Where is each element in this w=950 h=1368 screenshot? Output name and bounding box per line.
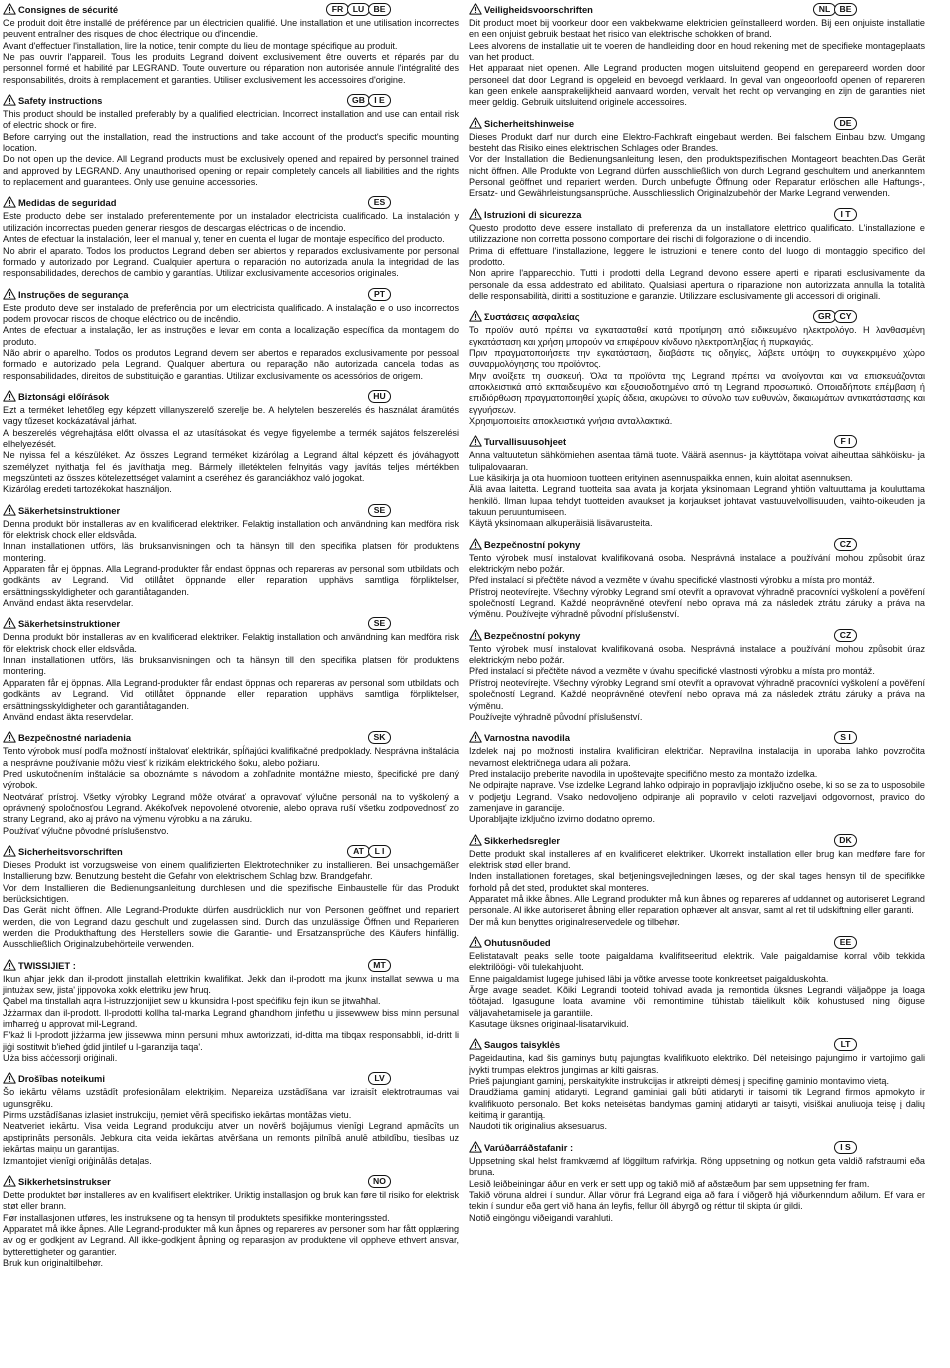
instruction-paragraph: Tento výrobek musí instalovat kvalifikovaná osoba. Nesprávná instalace a používání mohou způsobit úraz elektrickým nebo požár. — [469, 552, 925, 575]
country-code-badge: BE — [834, 3, 857, 16]
instruction-paragraph: Izmantojiet vienīgi oriģinālās detaļas. — [3, 1155, 152, 1166]
warning-triangle-icon — [3, 1072, 16, 1084]
safety-section-mt — [3, 960, 459, 1065]
country-code-badge: CZ — [834, 538, 857, 551]
warning-triangle-icon — [469, 3, 482, 15]
section-header — [469, 118, 925, 131]
instruction-paragraph: Apparaten får ej öppnas. Alla Legrand-produkter får endast öppnas och repareras av personal som utbildats och godkänts av Legrand. Vid otillåtet öppnande eller reparation upphävs samtliga förpliktelser, ersättningsskyldigheter och garantiåtaganden. — [3, 677, 459, 711]
country-code-badge: I S — [834, 1141, 857, 1154]
warning-triangle-icon — [3, 731, 16, 743]
section-header — [469, 436, 925, 449]
instruction-paragraph: Este produto deve ser instalado de preferência por um electricista qualificado. A instalação e o uso incorrectos podem provocar riscos de choque eléctrico ou de incêndio. — [3, 302, 459, 324]
instruction-paragraph: Neatveriet iekārtu. Visa veida Legrand produkciju atver un novērš bojājumus vienīgi Legrand apmācīts un apstiprināts personāls. Jebkura cita veida iekārtas atvēršana un remonts pilnībā anulē atbildību, tiesības uz iekārtas maiņu un garantijas. — [3, 1121, 459, 1155]
section-title: Bezpečnostné nariadenia — [18, 732, 132, 744]
section-title: Saugos taisyklės — [484, 1039, 561, 1051]
country-codes — [836, 936, 857, 949]
country-code-badge: FR — [326, 3, 349, 16]
instruction-paragraph: Izdelek naj po možnosti instalira kvalificiran električar. Nepravilna instalacija in uporaba lahko povzročita nevarnost električnega udara ali požara. — [469, 746, 925, 768]
instruction-paragraph: Ärge avage seadet. Kõiki Legrandi tooteid tohivad avada ja remontida üksnes Legrandi väljaõppe ja loaga töötajad. Igasugune loata avamine või remontimine tühistab täielikult kõik kohustused ning õiguse väljavahetamisele ja garantiile. — [469, 985, 925, 1018]
instruction-paragraph: Lue käsikirja ja ota huomioon tuotteen erityinen asennuspaikka ennen, kuin aloitat asennuksen. — [469, 473, 853, 483]
country-codes — [349, 845, 391, 858]
instruction-paragraph: Takið vöruna aldrei í sundur. Allar vörur frá Legrand eiga að fara í viðgerð hjá viðurkenndum aðilum. Ef vara er tekin í sundur eða gert við hana án leyfis, fellur öll ábyrgð og réttur til skipta úr gildi. — [469, 1189, 925, 1212]
instruction-paragraph: Před instalací si přečtěte návod a vezměte v úvahu specifické vlastnosti výrobku a místa pro montáž. — [469, 666, 875, 677]
warning-triangle-icon — [469, 1038, 482, 1050]
instruction-paragraph: Inden installationen foretages, skal betjeningsvejledningen læses, og der skal tages hensyn til de specifikke forhold på det sted, produktet skal monteres. — [469, 871, 925, 893]
section-title: Sicherheitshinweise — [484, 117, 575, 129]
section-title: Drošības noteikumi — [18, 1073, 105, 1085]
instruction-paragraph: Ikun aħjar jekk dan il-prodott jinstallah elettrikin kwalifikat. Jekk dan il-prodott ma jkunx installat sewwa u ma jintużax sew, jista' jippovoka xokk elettriku jew ħruq. — [3, 973, 459, 996]
section-header — [469, 209, 925, 222]
instruction-paragraph: Tento výrobek musí instalovat kvalifikovaná osoba. Nesprávná instalace a používání mohou způsobit úraz elektrickým nebo požár. — [469, 643, 925, 666]
section-title: Sikkerhedsregler — [484, 834, 561, 846]
instruction-paragraph: Använd endast äkta reservdelar. — [3, 598, 134, 609]
instruction-paragraph: Πριν πραγματοποιήσετε την εγκατάσταση, διαβάστε τις οδηγίες, λάβετε υπόψη το συγκεκριμένο χώρο συναρμολόγησης του προϊόντος. — [469, 347, 925, 370]
instruction-paragraph: Prieš pajungiant gaminį, perskaitykite instrukcijas ir atkreipti dėmesį į specifinę gaminio montavimo vietą. — [469, 1076, 890, 1087]
instruction-paragraph: Uża biss aċċessorji oriġinali. — [3, 1053, 118, 1064]
instruction-paragraph: Dette produktet bør installeres av en kvalifisert elektriker. Uriktig installasjon og bruk kan føre til risiko for elektrisk støt eller brann. — [3, 1189, 459, 1212]
country-codes — [370, 1175, 391, 1188]
instruction-paragraph: Ezt a terméket lehetőleg egy képzett villanyszerelő szerelje be. A helytelen beszerelés és használat áramütés vagy tűzeset kockázatával járhat. — [3, 404, 459, 427]
safety-section-de — [469, 118, 925, 200]
section-header — [3, 732, 459, 745]
instruction-paragraph: Pred uskutočnením inštalácie sa oboznámte s návodom a zohľadnite montážne miesto, špecifické pre daný výrobok. — [3, 768, 459, 791]
country-code-badge: HU — [368, 390, 391, 403]
section-header — [469, 1039, 925, 1052]
safety-section-sk — [3, 732, 459, 837]
instruction-paragraph: Ne pas ouvrir l'appareil. Tous les produits Legrand doivent exclusivement être ouverts et réparés par du personnel formé et habilité par LEGRAND. Toute ouverture ou réparation non autorisée annule l'intégralité des responsabilités, droits à remplacement et garanties. Utiliser exclusivement les accessoires d'origine. — [3, 52, 459, 85]
safety-section-fr-lu-be — [3, 4, 459, 86]
section-title: Consignes de sécurité — [18, 4, 119, 15]
country-code-badge: PT — [368, 288, 391, 301]
country-codes — [349, 94, 391, 107]
section-header — [3, 197, 459, 210]
instruction-paragraph: Apparatet må ikke åbnes. Alle Legrand produkter må kun åbnes og repareres af uddannet og autoriseret Legrand personale. Al ikke autoriseret åbning eller reparation ophæver alt ansvar, samt al ret til udskiftning eller garanti. — [469, 893, 925, 916]
country-code-badge: AT — [347, 845, 370, 858]
warning-triangle-icon — [3, 617, 16, 629]
warning-triangle-icon — [469, 208, 482, 220]
warning-triangle-icon — [469, 117, 482, 129]
instruction-paragraph: Eelistatavalt peaks selle toote paigaldama kvalifitseeritud elektrik. Vale paigaldamise korral võib tekkida elektrilöögi- või tulekahjuoht. — [469, 951, 925, 973]
instruction-paragraph: Lesið leiðbeiningar áður en verk er sett upp og takið mið af aðstæðum þar sem uppsetning fer fram. — [469, 1178, 870, 1189]
instruction-paragraph: Ne odpirajte naprave. Vse izdelke Legrand lahko odpirajo in popravljajo izključno osebe, ki so se za to usposobile v podjetju Legrand. Vsako nedovoljeno odpiranje ali popravilo v celoti razveljavi odgovornost, pravico do zamenjave in garancije. — [469, 780, 925, 813]
section-title: Instruções de segurança — [18, 288, 129, 300]
section-header — [3, 4, 459, 17]
country-code-badge: SE — [368, 504, 391, 517]
country-code-badge: DK — [834, 834, 857, 847]
section-header — [469, 937, 925, 950]
instruction-paragraph: Bruk kun originaltilbehør. — [3, 1257, 104, 1268]
safety-section-cz — [469, 630, 925, 723]
instruction-paragraph: Before carrying out the installation, read the instructions and take account of the product's specific mounting location. — [3, 131, 459, 154]
instruction-paragraph: Der må kun benyttes originalreservedele og tilbehør. — [469, 916, 680, 927]
instruction-paragraph: Het apparaat niet openen. Alle Legrand producten mogen uitsluitend geopend en gerepareerd worden door personeel dat door Legrand is opgeleid en bevoegd verklaard. In geval van ongeoorloofd openen of repareren kan geen enkele aansprakelijkheid aanvaard worden, vervalt het recht op vervanging en zijn de garanties niet meer geldig. Gebruik uitsluitend originele accessoires. — [469, 63, 925, 108]
instruction-paragraph: Vor dem Installieren die Bedienungsanleitung durchlesen und die spezifische Einbaustelle für das Produkt berücksichtigen. — [3, 882, 459, 904]
instruction-paragraph: Denna produkt bör installeras av en kvalificerad elektriker. Felaktig installation och användning kan medföra risk för elektrisk chock eller eldsvåda. — [3, 632, 459, 654]
instruction-paragraph: Apparatet må ikke åpnes. Alle Legrand-produkter må kun åpnes og repareres av personer som har fått opplæring av og er godkjent av Legrand. All ikke-godkjent åpning og reparasjon av produktene vil oppheve ethvert ansvar, bytterettigheter og garantier. — [3, 1223, 459, 1257]
warning-triangle-icon — [3, 845, 16, 857]
section-title: Bezpečnostní pokyny — [484, 629, 581, 641]
instruction-paragraph: Neotvárať prístroj. Všetky výrobky Legrand môže otvárať a opravovať výlučne personál na to vyškolený a oprávnený spoločnosťou Legrand. Akékoľvek nepovolené otvorenie, alebo oprava ruší všetku zodpovednosť zo strany Legrand, ako aj právo na výmenu výrobku a na záruku. — [3, 791, 459, 825]
country-codes — [370, 288, 391, 301]
instruction-paragraph: Før installasjonen utføres, les instruksene og ta hensyn til produktets spesifikke monteringssted. — [3, 1212, 390, 1223]
section-title: Säkerhetsinstruktioner — [18, 618, 121, 630]
warning-triangle-icon — [3, 504, 16, 516]
country-code-badge: GR — [813, 310, 836, 323]
safety-section-at-li — [3, 846, 459, 951]
country-code-badge: ES — [368, 196, 391, 209]
safety-section-es — [3, 197, 459, 279]
instruction-paragraph: Prima di effettuare l'installazione, leggere le istruzioni e tenere conto del luogo di montaggio specifico del prodotto. — [469, 245, 925, 267]
country-code-badge: NO — [368, 1175, 391, 1188]
section-header — [469, 835, 925, 848]
section-title: Bezpečnostní pokyny — [484, 538, 581, 550]
safety-section-se — [3, 505, 459, 610]
instruction-paragraph: F'każ li l-prodott jiżżarma jew jissewwa minn persuni mhux awtorizzati, id-ditta ma tibqax responsabbli, id-dritt li jiġi sostitwit b'ieħed ġdid jintilef u l-garanzija taqa'. — [3, 1030, 459, 1052]
instruction-paragraph: Kizárólag eredeti tartozékokat használjon. — [3, 484, 172, 495]
instruction-paragraph: Denna produkt bör installeras av en kvalificerad elektriker. Felaktig installation och användning kan medföra risk för elektrisk chock eller eldsvåda. — [3, 518, 459, 541]
instruction-paragraph: Käytä yksinomaan alkuperäisiä lisävarusteita. — [469, 518, 653, 529]
section-header — [3, 1073, 459, 1086]
warning-triangle-icon — [469, 936, 482, 948]
safety-section-se — [3, 618, 459, 723]
instruction-paragraph: Qabel ma tinstallah aqra l-istruzzjonijiet sew u kkunsidra l-post speċifiku fejn ikun se jitwaħħal. — [3, 996, 381, 1007]
country-code-badge: SE — [368, 617, 391, 630]
safety-section-hu — [3, 391, 459, 496]
instruction-paragraph: Pirms uzstādīšanas izlasiet instrukciju, ņemiet vērā specifisko iekārtas montāžas vietu. — [3, 1110, 352, 1121]
left-column — [3, 4, 459, 1278]
warning-triangle-icon — [469, 435, 482, 447]
country-code-badge: F I — [834, 435, 857, 448]
country-codes — [836, 435, 857, 448]
instruction-paragraph: Använd endast äkta reservdelar. — [3, 711, 134, 722]
section-header — [469, 732, 925, 745]
warning-triangle-icon — [3, 288, 16, 300]
section-header — [469, 4, 925, 17]
instruction-paragraph: Přístroj neotevírejte. Všechny výrobky Legrand smí otevřít a opravovat výhradně pracovníci vyškolení a pověření společností Legrand. Každé neoprávněné otevření nebo oprava má za následek ztrátu záruky a práva na výměnu. Používejte výhradně původní příslušenství. — [469, 586, 925, 620]
country-code-badge: BE — [368, 3, 391, 16]
safety-section-ee — [469, 937, 925, 1030]
instruction-paragraph: Avant d'effectuer l'installation, lire la notice, tenir compte du lieu de montage spécifique au produit. — [3, 40, 398, 51]
safety-section-dk — [469, 835, 925, 928]
section-title: Turvallisuusohjeet — [484, 436, 567, 448]
country-code-badge: L I — [368, 845, 391, 858]
instruction-paragraph: Kasutage üksnes originaal-lisatarvikuid. — [469, 1019, 629, 1030]
country-codes — [370, 1072, 391, 1085]
country-code-badge: MT — [368, 959, 391, 972]
instruction-paragraph: No abrir el aparato. Todos los productos Legrand deben ser abiertos y reparados exclusivamente por personal formado y autorizado por Legrand. Cualquier apertura o reparación no autorizada anula la integridad de las responsabilidades, derechos de cambio y garantías. Utilizar exclusivamente accesorios originales. — [3, 245, 459, 279]
right-column — [469, 4, 925, 1233]
instruction-paragraph: Jżżarmax dan il-prodott. Il-prodotti kollha tal-marka Legrand għandhom jinfetħu u jissewwew biss minn persunal imħarreġ u approvat mil-Legrand. — [3, 1007, 459, 1030]
section-header — [3, 960, 459, 973]
instruction-paragraph: Apparaten får ej öppnas. Alla Legrand-produkter får endast öppnas och repareras av personal som utbildats och godkänts av Legrand. Vid otillåtet öppnande eller reparation upphävs samtliga förpliktelser, ersättningsskyldigheter och garantiåtaganden. — [3, 564, 459, 597]
instruction-paragraph: Přístroj neotevírejte. Všechny výrobky Legrand smí otevřít a opravovat výhradně pracovníci vyškolení a pověření společností Legrand. Každé neoprávněné otevření nebo oprava má za následek ztrátu záruky a práva na výměnu. — [469, 677, 925, 711]
country-codes — [328, 3, 391, 16]
country-code-badge: DE — [834, 117, 857, 130]
instruction-paragraph: Antes de efectuar la instalación, leer el manual y, tener en cuenta el lugar de montaje específico del producto. — [3, 234, 445, 245]
warning-triangle-icon — [469, 1141, 482, 1153]
section-header — [3, 289, 459, 302]
country-code-badge: EE — [834, 936, 857, 949]
country-code-badge: LV — [368, 1072, 391, 1085]
country-codes — [836, 117, 857, 130]
instruction-paragraph: Innan installationen utförs, läs bruksanvisningen och ta hänsyn till den specifika platsen för produktens montering. — [3, 655, 459, 677]
warning-triangle-icon — [3, 3, 16, 15]
instruction-paragraph: Não abrir o aparelho. Todos os produtos Legrand devem ser abertos e reparados exclusivamente por pessoal formado e autorizado pela Legrand. Qualquer abertura ou reparação não autorizada cancela todas as responsabilidades, direitos de substituição e garantias. Utilizar exclusivamente os acessórios de origem. — [3, 347, 459, 381]
instruction-paragraph: Das Gerät nicht öffnen. Alle Legrand-Produkte dürfen ausdrücklich nur von Personen geöffnet und repariert werden, die von Legrand dazu geschult und zugelassen sind. Durch das unzulässige Öffnen und Reparieren werden die Produkthaftung des Herstellers sowie die Garantie- und Ersatzansprüche des Käufers hinfällig. Ausschließlich Originalzubehörteile verwenden. — [3, 905, 459, 950]
country-codes — [370, 959, 391, 972]
country-code-badge: SK — [368, 731, 391, 744]
section-header — [469, 311, 925, 324]
country-codes — [836, 731, 857, 744]
instruction-paragraph: Uporabljajte izključno izvirno dodatno opremo. — [469, 814, 656, 825]
country-code-badge: LU — [347, 3, 370, 16]
instruction-paragraph: Ne nyissa fel a készüléket. Az összes Legrand terméket kizárólag a Legrand által képzett és jóváhagyott személyzet nyithatja fel és javíthatja meg. Bármely illetéktelen felnyitás vagy javítás teljes mértékben megszünteti az összes kötelezettséget valamint a cseréhez és garanciákhoz való jogokat. — [3, 450, 459, 483]
section-title: Sikkerhetsinstrukser — [18, 1175, 111, 1187]
instruction-paragraph: Lees alvorens de installatie uit te voeren de handleiding door en houd rekening met de specifieke montageplaats van het product. — [469, 40, 925, 63]
instruction-paragraph: Dieses Produkt darf nur durch eine Elektro-Fachkraft eingebaut werden. Bei falschem Einbau bzw. Umgang besteht das Risiko eines elektrischen Schlages oder Brandes. — [469, 131, 925, 154]
section-title: Varnostna navodila — [484, 732, 570, 744]
instruction-paragraph: Non aprire l'apparecchio. Tutti i prodotti della Legrand devono essere aperti e riparati esclusivamente da personale da essa addestrato ed abilitato. Qualsiasi apertura o riparazione non autorizzata annulla la totalità delle responsabilità, diritti a sostituzione e garanzie. Utilizzare esclusivamente gli accessori di originali. — [469, 268, 925, 301]
safety-section-gr-cy — [469, 311, 925, 427]
section-title: Medidas de seguridad — [18, 197, 117, 209]
country-codes — [836, 1141, 857, 1154]
instruction-paragraph: Notið eingöngu viðeigandi varahluti. — [469, 1212, 614, 1223]
instruction-paragraph: Uppsetning skal helst framkvæmd af löggiltum rafvirkja. Röng uppsetning og notkun geta valdið rafstraumi eða bruna. — [469, 1155, 925, 1178]
safety-section-fi — [469, 436, 925, 529]
instruction-paragraph: Vor der Installation die Bedienungsanleitung lesen, den produktspezifischen Montageort beachten.Das Gerät nicht öffnen. Alle Produkte von Legrand dürfen ausschließlich von durch Legrand geschultem und anerkanntem Personal geöffnet und repariert werden. Durch unbefugte Öffnung oder Reparatur erlöschen alle Haftungs-, Ersatz- und Gewährleistungsansprüche. Ausschliesslich Originalzubehör der Marke Legrand verwenden. — [469, 154, 925, 199]
safety-section-pt — [3, 289, 459, 382]
instruction-paragraph: Ce produit doit être installé de préférence par un électricien qualifié. Une installation et une utilisation incorrectes peuvent entraîner des risques de choc électrique ou d'incendie. — [3, 18, 459, 40]
section-title: TWISSIJIET : — [18, 959, 76, 971]
instruction-paragraph: Draudžiama gaminį atidaryti. Legrand gaminiai gali būti atidaryti ir taisomi tik Legrand firmos apmokyto ir kvalifikuoto personalo. Bet koks neteisėtas bandymas gaminį atidaryti ar taisyti, visiškai anuliuoja teisę į dalių keitimą ir garantiją. — [469, 1087, 925, 1121]
country-codes — [815, 310, 857, 323]
country-codes — [370, 731, 391, 744]
country-codes — [836, 208, 857, 221]
country-codes — [370, 617, 391, 630]
section-header — [469, 1142, 925, 1155]
warning-triangle-icon — [3, 959, 16, 971]
safety-section-nl-be — [469, 4, 925, 109]
country-codes — [370, 504, 391, 517]
instruction-paragraph: Šo iekārtu vēlams uzstādīt profesionālam elektriķim. Nepareiza uzstādīšana var izraisīt elektrotraumas vai ugunsgrēku. — [3, 1087, 459, 1109]
section-header — [3, 505, 459, 518]
section-header — [469, 539, 925, 552]
country-codes — [836, 834, 857, 847]
instruction-paragraph: Älä avaa laitetta. Legrand tuotteita saa avata ja korjata yksinomaan Legrand yhtiön valtuuttama ja kouluttama henkilö. Ilman lupaa tehdyt tuotteiden avaukset ja korjaukset johtavat vastuuvelvollisuuden, vaihto-oikeuden ja takuun peruuntumiseen. — [469, 484, 925, 518]
section-header — [3, 618, 459, 631]
instruction-paragraph: Naudoti tik originalius aksesuarus. — [469, 1121, 607, 1132]
instruction-paragraph: Χρησιμοποιείτε αποκλειστικά γνήσια ανταλλακτικά. — [469, 415, 673, 426]
section-title: Συστάσεις ασφαλείας — [484, 311, 580, 323]
instruction-paragraph: This product should be installed preferably by a qualified electrician. Incorrect installation and use can entail risk of electric shock or fire. — [3, 109, 459, 131]
instruction-paragraph: Questo prodotto deve essere installato di preferenza da un installatore elettrico qualificato. L'installazione e utilizzazione non corretta possono comportare dei rischi di folgorazione o di incendio. — [469, 222, 925, 245]
country-code-badge: GB — [347, 94, 370, 107]
section-title: Safety instructions — [18, 95, 103, 107]
section-title: Varúðarráðstafanir : — [484, 1141, 574, 1153]
section-header — [3, 1176, 459, 1189]
safety-section-lt — [469, 1039, 925, 1132]
instruction-paragraph: Do not open up the device. All Legrand products must be exclusively opened and repaired by personnel trained and approved by LEGRAND. Any unauthorised opening or repair completely cancels all liabilities and the rights to replacement and guarantees. Only use genuine accessories. — [3, 154, 459, 188]
safety-section-si — [469, 732, 925, 825]
instruction-paragraph: A beszerelés végrehajtása előtt olvassa el az utasításokat és vegye figyelembe a termék sajátos felszerelési elhelyezését. — [3, 427, 459, 449]
instruction-paragraph: Používať výlučne pôvodné príslušenstvo. — [3, 825, 169, 836]
instruction-paragraph: Pred instalacijo preberite navodila in upoštevajte specifično mesto za montažo izdelka. — [469, 768, 818, 779]
country-codes — [836, 538, 857, 551]
warning-triangle-icon — [3, 94, 16, 106]
country-code-badge: CZ — [834, 629, 857, 642]
instruction-paragraph: Tento výrobok musí podľa možností inštalovať elektrikár, spĺňajúci kvalifikačné predpoklady. Nesprávna inštalácia a nesprávne používanie môžu viesť k rizikám elektrického šoku, alebo požiaru. — [3, 746, 459, 768]
safety-section-is — [469, 1142, 925, 1224]
section-header — [3, 391, 459, 404]
section-title: Biztonsági előírások — [18, 390, 110, 402]
instruction-paragraph: Dit product moet bij voorkeur door een vakbekwame elektricien geïnstalleerd worden. Bij een onjuiste installatie en een onjuist gebruik bestaat het risico van elektrische schokken of brand. — [469, 18, 925, 40]
section-header — [3, 95, 459, 108]
section-title: Sicherheitsvorschriften — [18, 845, 123, 857]
country-codes — [370, 196, 391, 209]
warning-triangle-icon — [469, 538, 482, 550]
warning-triangle-icon — [469, 629, 482, 641]
section-title: Säkerhetsinstruktioner — [18, 504, 121, 516]
warning-triangle-icon — [3, 196, 16, 208]
instruction-paragraph: Enne paigaldamist lugege juhised läbi ja võtke arvesse toote konkreetset paigalduskohta. — [469, 973, 829, 984]
section-header — [3, 846, 459, 859]
warning-triangle-icon — [469, 731, 482, 743]
instruction-paragraph: Dette produkt skal installeres af en kvalificeret elektriker. Ukorrekt installation eller brug kan medføre fare for elektrisk stød eller brand. — [469, 848, 925, 870]
country-code-badge: LT — [834, 1038, 857, 1051]
country-code-badge: S I — [834, 731, 857, 744]
instruction-paragraph: Este producto debe ser instalado preferentemente por un instalador electricista cualificado. La instalación y utilización incorrectas pueden generar riesgos de descargas eléctricas o de incendio. — [3, 211, 459, 233]
country-codes — [815, 3, 857, 16]
warning-triangle-icon — [3, 390, 16, 402]
instruction-paragraph: Το προϊόν αυτό πρέπει να εγκατασταθεί κατά προτίμηση από ειδικευμένο ηλεκτρολόγο. Η λανθασμένη εγκατάσταση και χρήση μπορούν να επιφέρουν κίνδυνο ηλεκτροπληξίας ή πυρκαγιάς. — [469, 325, 925, 347]
country-code-badge: NL — [813, 3, 836, 16]
instruction-paragraph: Innan installationen utförs, läs bruksanvisningen och ta hänsyn till den specifika platsen för produktens montering. — [3, 541, 459, 563]
warning-triangle-icon — [469, 834, 482, 846]
country-code-badge: I E — [368, 94, 391, 107]
instruction-paragraph: Anna valtuutetun sähkömiehen asentaa tämä tuote. Väärä asennus- ja käyttötapa voivat aiheuttaa sähköisku- ja tulipalovaaran. — [469, 450, 925, 472]
instruction-paragraph: Μην ανοίξετε τη συσκευή. Όλα τα προϊόντα της Legrand πρέπει να ανοίγονται και να επισκευάζονται αποκλειστικά από εκπαιδευμένο και εξουσιοδοτημένο από τη Legrand προσωπικό. Οποιαδήποτε επέμβαση ή επιδιόρθωση πραγματοποιηθεί χωρίς άδεια, ακυρώνει το σύνολο των ευθυνών, δικαιωμάτων αντικατάστασης και εγγυήσεων. — [469, 370, 925, 415]
country-code-badge: CY — [834, 310, 857, 323]
safety-section-gb-ie — [3, 95, 459, 188]
instruction-paragraph: Používejte výhradně původní příslušenství. — [469, 711, 643, 722]
safety-section-it — [469, 209, 925, 302]
instruction-paragraph: Před instalací si přečtěte návod a vezměte v úvahu specifické vlastnosti výrobku a místa pro montáž. — [469, 575, 875, 586]
safety-section-lv — [3, 1073, 459, 1166]
warning-triangle-icon — [3, 1175, 16, 1187]
instruction-paragraph: Dieses Produkt ist vorzugsweise von einem qualifizierten Elektrotechniker zu installieren. Bei unsachgemäßer Installierung bzw. Benutzung besteht die Gefahr von elektrischem Schlag bzw. Brandgefahr. — [3, 859, 459, 882]
safety-section-no — [3, 1176, 459, 1269]
country-codes — [370, 390, 391, 403]
safety-section-cz — [469, 539, 925, 621]
country-codes — [836, 1038, 857, 1051]
section-title: Ohutusnõuded — [484, 937, 551, 948]
instruction-paragraph: Pageidautina, kad šis gaminys butų pajungtas kvalifikuoto elektriko. Dėl neteisingo pajungimo ir vartojimo gali įvykti trumpas elektros jungimas ar kilti gaisras. — [469, 1053, 925, 1075]
section-title: Veiligheidsvoorschriften — [484, 4, 593, 15]
country-codes — [836, 629, 857, 642]
section-header — [469, 630, 925, 643]
instruction-paragraph: Antes de efectuar a instalação, ler as instruções e levar em conta a localização específica da montagem do produto. — [3, 325, 459, 347]
country-code-badge: I T — [834, 208, 857, 221]
section-title: Istruzioni di sicurezza — [484, 208, 582, 220]
warning-triangle-icon — [469, 310, 482, 322]
